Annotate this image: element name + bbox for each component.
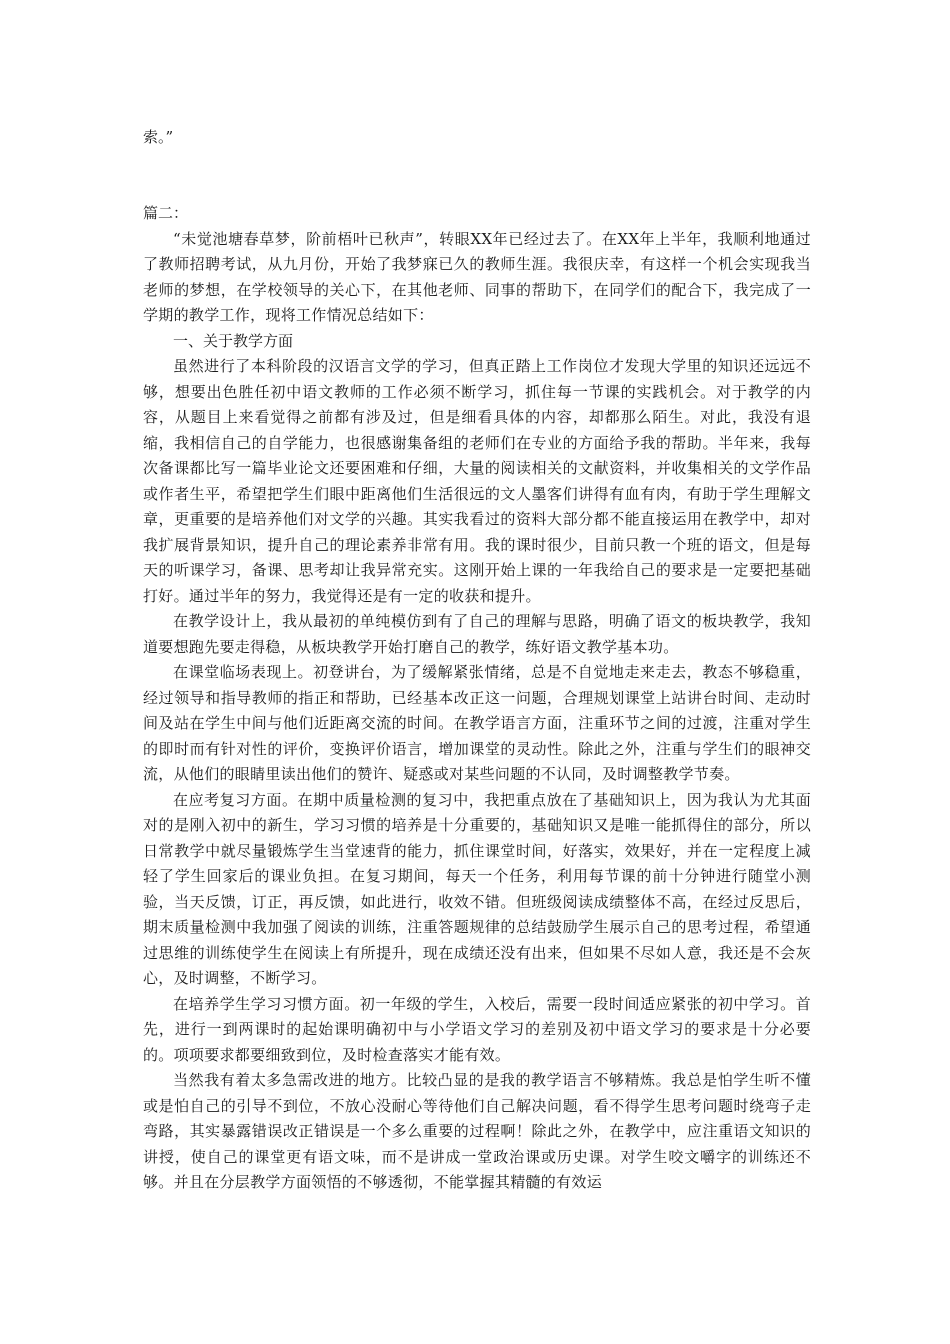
body-paragraph: 在课堂临场表现上。初登讲台，为了缓解紧张情绪，总是不自觉地走来走去，教态不够稳重，经过领导和指导教师的指正和帮助，已经基本改正这一问题，合理规划课堂上站讲台时间、走动时间及站在学生中间与他们近距离交流的时间。在教学语言方面，注重环节之间的过渡，注重对学生的即时而有针对性的评价，变换评价语言，增加课堂的灵动性。除此之外，注重与学生们的眼神交流，从他们的眼睛里读出他们的赞许、疑惑或对某些问题的不认同，及时调整教学节奏。 [143, 663, 811, 783]
heading-teaching: 一、关于教学方面 [173, 331, 294, 350]
body-paragraph: 当然我有着太多急需改进的地方。比较凸显的是我的教学语言不够精炼。我总是怕学生听不懂或是怕自己的引导不到位，不放心没耐心等待他们自己解决问题，看不得学生思考问题时绕弯子走弯路，其实暴露错误改正错误是一个多么重要的过程啊！除此之外，在教学中，应注重语文知识的讲授，使自己的课堂更有语文味，而不是讲成一堂政治课或历史课。对学生咬文嚼字的训练还不够。并且在分层教学方面领悟的不够透彻，不能掌握其精髓的有效运 [143, 1071, 811, 1191]
body-paragraph: 在培养学生学习习惯方面。初一年级的学生，入校后，需要一段时间适应紧张的初中学习。首先，进行一到两课时的起始课明确初中与小学语文学习的差别及初中语文学习的要求是十分必要的。项项要求都要细致到位，及时检查落实才能有效。 [143, 994, 811, 1064]
body-paragraph: 在教学设计上，我从最初的单纯模仿到有了自己的理解与思路，明确了语文的板块教学，我知道要想跑先要走得稳，从板块教学开始打磨自己的教学，练好语文教学基本功。 [143, 612, 811, 656]
body-paragraph: 虽然进行了本科阶段的汉语言文学的学习，但真正踏上工作岗位才发现大学里的知识还远远不够，想要出色胜任初中语文教师的工作必须不断学习，抓住每一节课的实践机会。对于教学的内容，从题目上来看觉得之前都有涉及过，但是细看具体的内容，却都那么陌生。对此，我没有退缩，我相信自己的自学能力，也很感谢集备组的老师们在专业的方面给予我的帮助。半年来，我每次备课都比写一篇毕业论文还要困难和仔细，大量的阅读相关的文献资料，并收集相关的文学作品或作者生平，希望把学生们眼中距离他们生活很远的文人墨客们讲得有血有肉，有助于学生理解文章，更重要的是培养他们对文学的兴趣。其实我看过的资料大部分都不能直接运用在教学中，却对我扩展背景知识，提升自己的理论素养非常有用。我的课时很少，目前只教一个班的语文，但是每天的听课学习，备课、思考却让我异常充实。这刚开始上课的一年我给自己的要求是一定要把基础打好。通过半年的努力，我觉得还是有一定的收获和提升。 [143, 357, 811, 605]
section-label: 篇二： [143, 204, 189, 222]
intro-paragraph: “未觉池塘春草梦，阶前梧叶已秋声”，转眼XX年已经过去了。在XX年上半年，我顺利地通过了教师招聘考试，从九月份，开始了我梦寐已久的教师生涯。我很庆幸，有这样一个机会实现我当老师的梦想，在学校领导的关心下，在其他老师、同事的帮助下，在同学们的配合下，我完成了一学期的教学工作，现将工作情况总结如下： [143, 229, 811, 324]
body-paragraph: 在应考复习方面。在期中质量检测的复习中，我把重点放在了基础知识上，因为我认为尤其面对的是刚入初中的新生，学习习惯的培养是十分重要的，基础知识又是唯一能抓得住的部分，所以日常教学中就尽量锻炼学生当堂速背的能力，抓住课堂时间，好落实，效果好，并在一定程度上减轻了学生回家后的课业负担。在复习期间，每天一个任务，利用每节课的前十分钟进行随堂小测验，当天反馈，订正，再反馈，如此进行，收效不错。但班级阅读成绩整体不高，在经过反思后，期末质量检测中我加强了阅读的训练，注重答题规律的总结鼓励学生展示自己的思考过程，希望通过思维的训练使学生在阅读上有所提升，现在成绩还没有出来，但如果不尽如人意，我还是不会灰心，及时调整，不断学习。 [143, 790, 811, 987]
carry-over-text: 索。” [143, 128, 174, 146]
section-two [143, 201, 811, 1196]
